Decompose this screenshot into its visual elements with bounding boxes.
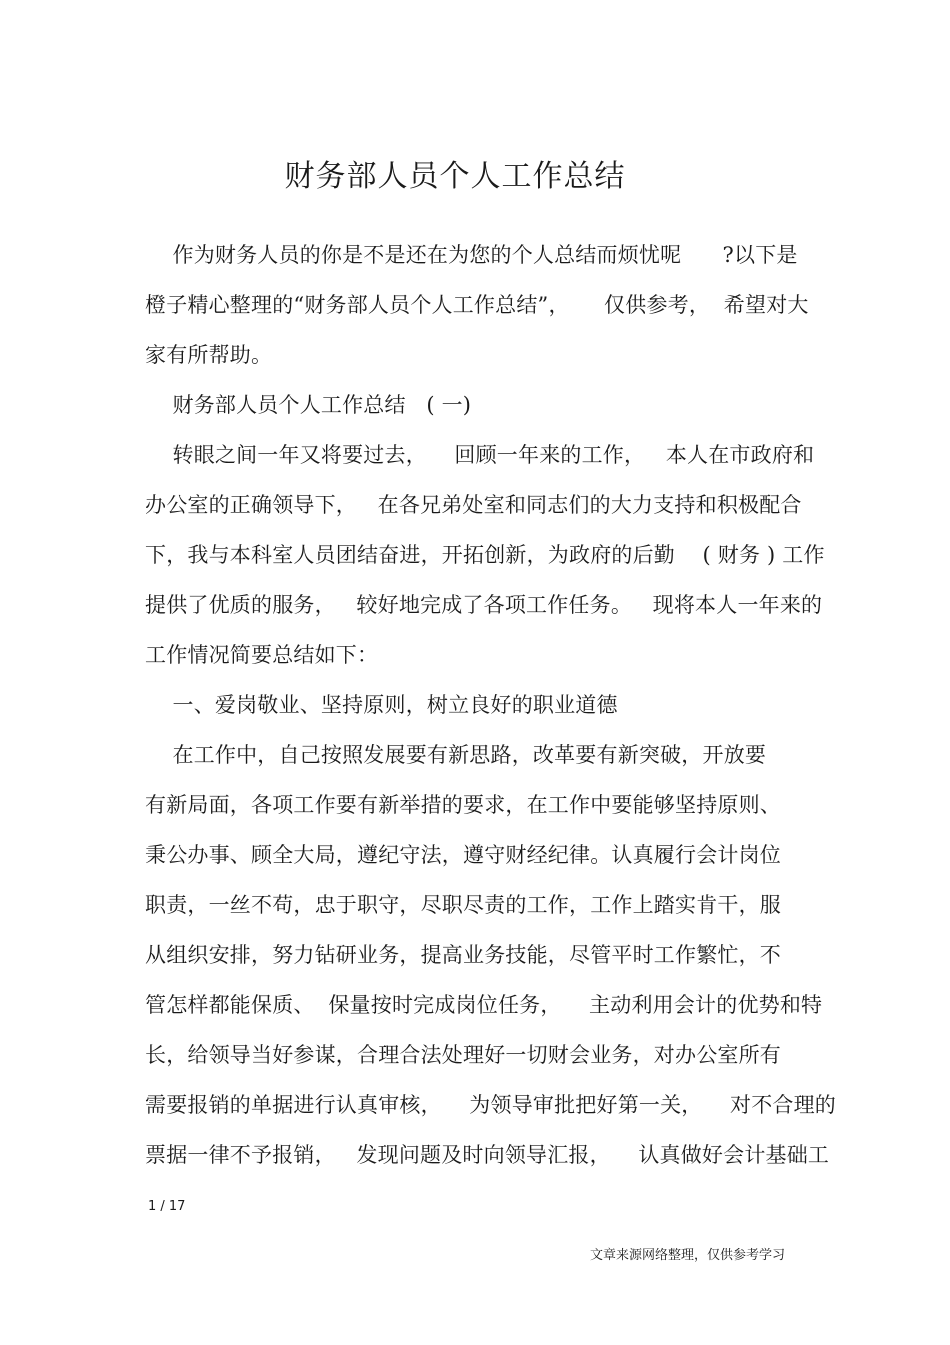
body-line: 管怎样都能保质、 保量按时完成岗位任务， 主动利用会计的优势和特 [145,993,823,1017]
body-line: 下，我与本科室人员团结奋进，开拓创新，为政府的后勤 ( 财务 ) 工作 [145,543,825,567]
body-line: 家有所帮助。 [145,343,273,367]
page-number: 1 / 17 [148,1199,186,1214]
body-line: 橙子精心整理的“财务部人员个人工作总结”， 仅供参考， 希望对大 [145,293,809,317]
body-line: 秉公办事、顾全大局，遵纪守法，遵守财经纪律。认真履行会计岗位 [145,843,781,867]
body-line: 财务部人员个人工作总结 ( 一) [145,393,472,417]
footer-note: 文章来源网络整理，仅供参考学习 [590,1248,786,1263]
body-line: 长，给领导当好参谋，合理合法处理好一切财会业务，对办公室所有 [145,1043,781,1067]
body-line: 需要报销的单据进行认真审核， 为领导审批把好第一关， 对不合理的 [145,1093,836,1117]
body-line: 提供了优质的服务， 较好地完成了各项工作任务。 现将本人一年来的 [145,593,823,617]
body-line: 职责，一丝不苟，忠于职守，尽职尽责的工作，工作上踏实肯干，服 [145,893,781,917]
body-line: 有新局面，各项工作要有新举措的要求，在工作中要能够坚持原则、 [145,793,781,817]
body-line: 从组织安排，努力钻研业务，提高业务技能，尽管平时工作繁忙，不 [145,943,781,967]
body-line: 办公室的正确领导下， 在各兄弟处室和同志们的大力支持和积极配合 [145,493,802,517]
document-title: 财务部人员个人工作总结 [284,159,626,194]
section-heading: 一、爱岗敬业、坚持原则，树立良好的职业道德 [145,693,618,717]
body-line: 在工作中，自己按照发展要有新思路，改革要有新突破，开放要 [145,743,767,767]
body-line: 作为财务人员的你是不是还在为您的个人总结而烦忧呢 ?以下是 [145,243,798,267]
body-line: 转眼之间一年又将要过去， 回顾一年来的工作， 本人在市政府和 [145,443,815,467]
body-line: 票据一律不予报销， 发现问题及时向领导汇报， 认真做好会计基础工 [145,1143,830,1167]
body-line: 工作情况简要总结如下： [145,643,379,667]
